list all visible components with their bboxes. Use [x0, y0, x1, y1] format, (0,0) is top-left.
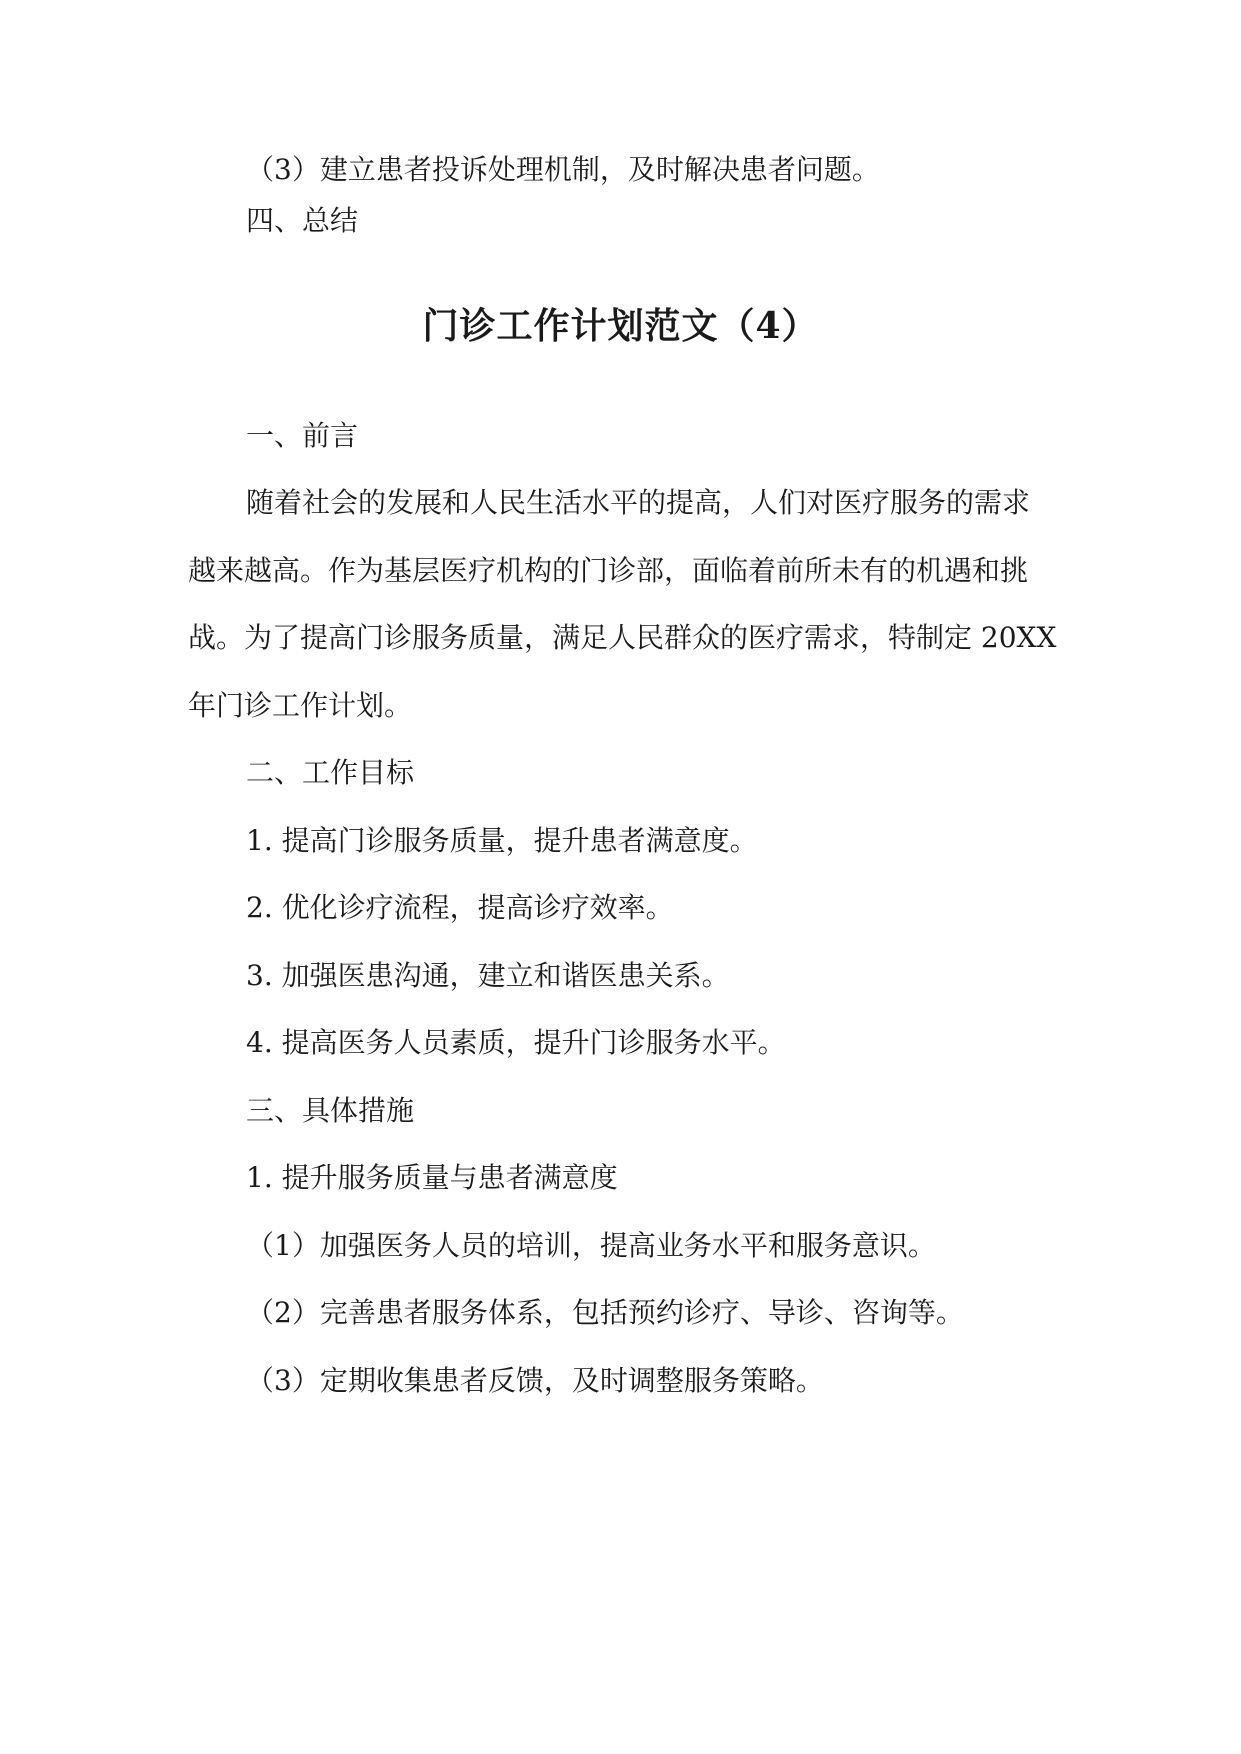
goal-item-1: 1. 提高门诊服务质量，提升患者满意度。 — [246, 824, 758, 857]
page-title: 门诊工作计划范文（4） — [422, 305, 819, 347]
goal-item-2: 2. 优化诊疗流程，提高诊疗效率。 — [246, 891, 674, 924]
intro-line-3: 战。为了提高门诊服务质量，满足人民群众的医疗需求，特制定 20XX — [188, 621, 1057, 654]
goal-item-3: 3. 加强医患沟通，建立和谐医患关系。 — [246, 959, 730, 992]
heading-summary: 四、总结 — [246, 204, 359, 237]
goal-item-4: 4. 提高医务人员素质，提升门诊服务水平。 — [246, 1026, 786, 1059]
heading-preface: 一、前言 — [246, 419, 359, 452]
item-complaint-mechanism: （3）建立患者投诉处理机制，及时解决患者问题。 — [246, 153, 880, 186]
measure-item-2: （2）完善患者服务体系，包括预约诊疗、导诊、咨询等。 — [246, 1296, 964, 1329]
intro-line-2: 越来越高。作为基层医疗机构的门诊部，面临着前所未有的机遇和挑 — [188, 554, 1029, 587]
heading-goals: 二、工作目标 — [246, 756, 415, 789]
heading-measures: 三、具体措施 — [246, 1094, 415, 1127]
measure-item-3: （3）定期收集患者反馈，及时调整服务策略。 — [246, 1364, 824, 1397]
intro-line-1: 随着社会的发展和人民生活水平的提高，人们对医疗服务的需求 — [246, 486, 1031, 519]
measure-heading-1: 1. 提升服务质量与患者满意度 — [246, 1161, 618, 1194]
measure-item-1: （1）加强医务人员的培训，提高业务水平和服务意识。 — [246, 1229, 936, 1262]
intro-line-4: 年门诊工作计划。 — [188, 689, 413, 722]
